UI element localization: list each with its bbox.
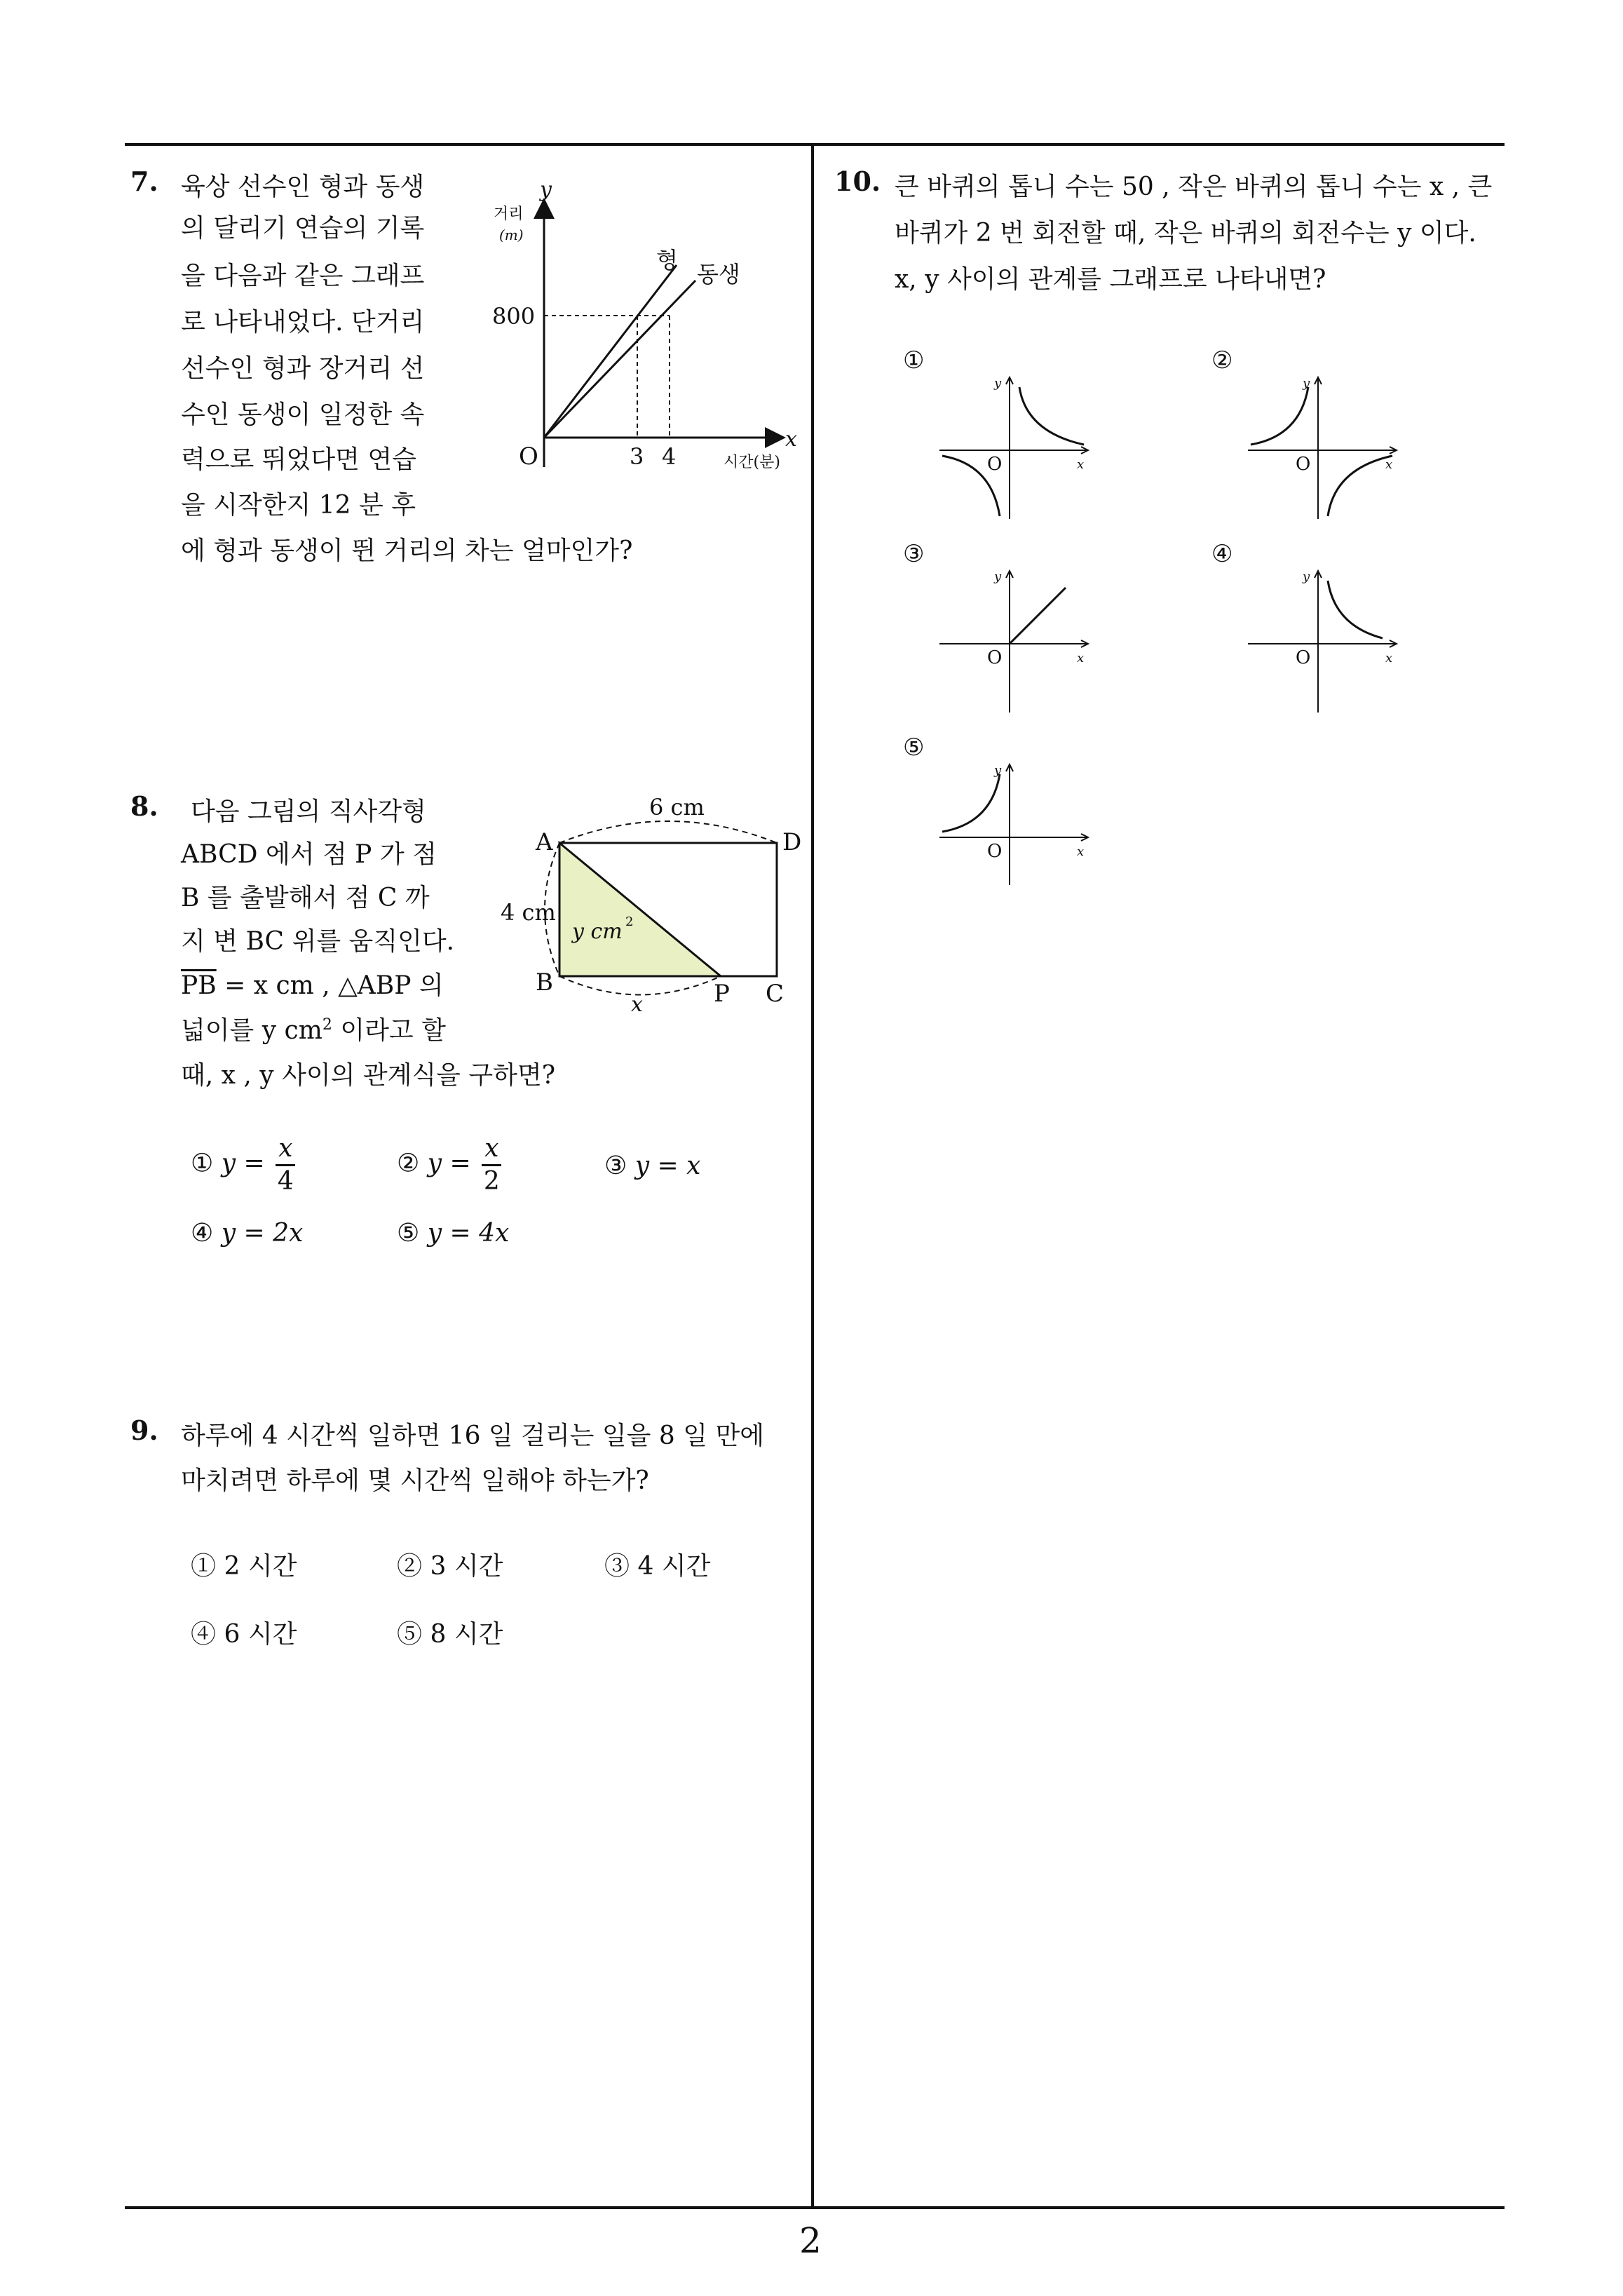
option-marker: ②	[397, 1552, 423, 1581]
question-text-line: 에 형과 동생이 뛴 거리의 차는 얼마인가?	[181, 536, 633, 565]
x-label: x	[1385, 651, 1393, 666]
option-marker: ⑤	[397, 1219, 420, 1248]
question-number: 9.	[130, 1414, 158, 1446]
series-line-dongsaeng	[544, 281, 695, 438]
denominator: 4	[277, 1167, 294, 1196]
option-4-graph[interactable]	[1248, 565, 1409, 713]
origin-label: O	[519, 443, 538, 471]
rectangle-abcd-figure	[491, 785, 813, 1024]
option-marker: ①	[191, 1552, 217, 1581]
fraction	[482, 1136, 501, 1194]
column-divider	[811, 143, 814, 2206]
y-variable: y	[540, 177, 552, 202]
y-label: y	[1303, 376, 1310, 391]
question-text-line	[181, 1011, 446, 1046]
fraction	[276, 1136, 295, 1194]
question-number: 8.	[130, 790, 158, 822]
question-text-line: 육상 선수인 형과 동생	[181, 173, 425, 201]
x-axis-label: 시간(분)	[724, 454, 780, 471]
question-number: 10.	[834, 166, 881, 197]
option-1[interactable]	[191, 1136, 298, 1194]
origin-label: O	[987, 841, 1003, 862]
question-text: 넓이를 y cm	[181, 1016, 322, 1045]
question-text-line: 의 달리기 연습의 기록	[181, 214, 425, 243]
x-tick-label: 3	[630, 443, 644, 470]
y-tick-label: 800	[492, 303, 536, 330]
question-text-line: 을 시작한지 12 분 후	[181, 491, 416, 520]
option-5[interactable]	[397, 1219, 509, 1248]
question-text-line: 하루에 4 시간씩 일하면 16 일 걸리는 일을 8 일 만에	[181, 1422, 765, 1450]
question-text-line: 큰 바퀴의 톱니 수는 50 , 작은 바퀴의 톱니 수는 x , 큰	[895, 173, 1493, 201]
option-text: 3 시간	[430, 1552, 503, 1581]
denominator: 2	[483, 1167, 500, 1196]
curve	[1328, 456, 1392, 516]
top-arc	[559, 821, 777, 843]
origin-label: O	[1296, 647, 1311, 668]
option-4[interactable]	[191, 1219, 303, 1248]
question-text: = x cm , △ABP 의	[224, 971, 444, 1000]
x-label: x	[1077, 844, 1085, 859]
option-2[interactable]	[397, 1136, 504, 1194]
vertex-d: D	[782, 828, 802, 856]
point-p: P	[714, 980, 730, 1008]
option-marker: ④	[1211, 540, 1233, 568]
option-marker: ③	[604, 1152, 627, 1180]
question-text-line: 을 다음과 같은 그래프	[181, 262, 425, 290]
option-5[interactable]	[397, 1614, 503, 1650]
page-number: 2	[799, 2220, 822, 2261]
option-marker: ③	[903, 540, 925, 568]
question-text-line: 다음 그림의 직사각형	[191, 797, 426, 826]
distance-time-graph	[477, 175, 806, 484]
curve	[1251, 387, 1308, 445]
option-marker: ①	[903, 346, 925, 374]
origin-label: O	[1296, 454, 1311, 475]
top-length-label: 6 cm	[649, 794, 705, 821]
triangle-abp	[559, 843, 721, 976]
curve	[1328, 581, 1383, 638]
option-3[interactable]	[604, 1546, 710, 1582]
vertex-a: A	[536, 828, 553, 856]
curve	[942, 774, 1000, 832]
option-text: 4 시간	[637, 1552, 711, 1581]
bottom-variable-label: x	[631, 992, 643, 1017]
question-text-line: 바퀴가 2 번 회전할 때, 작은 바퀴의 회전수는 y 이다.	[895, 219, 1476, 248]
option-text: y = 4x	[427, 1219, 510, 1248]
left-length-label: 4 cm	[501, 899, 556, 926]
y-label: y	[994, 376, 1002, 391]
option-marker: ②	[1211, 346, 1233, 374]
question-text-line: B 를 출발해서 점 C 까	[181, 884, 430, 912]
question-text-line: 력으로 뛰었다면 연습	[181, 445, 416, 474]
vertex-c: C	[766, 980, 785, 1008]
area-label: y cm	[572, 919, 623, 944]
question-text-line: 마치려면 하루에 몇 시간씩 일해야 하는가?	[181, 1466, 649, 1495]
question-text-line	[181, 966, 444, 1001]
option-3[interactable]	[604, 1152, 700, 1180]
curve	[1019, 387, 1084, 445]
series-label-hyung: 형	[656, 247, 678, 274]
option-marker: ③	[604, 1552, 630, 1581]
option-1[interactable]	[191, 1546, 297, 1582]
option-5-graph[interactable]	[939, 759, 1101, 885]
question-number: 7.	[130, 166, 158, 197]
series-label-dongsaeng: 동생	[697, 261, 740, 288]
option-3-graph[interactable]	[939, 565, 1101, 713]
origin-label: O	[987, 647, 1003, 668]
option-text: 8 시간	[430, 1620, 503, 1649]
question-text-line: 지 변 BC 위를 움직인다.	[181, 927, 455, 956]
line	[1010, 588, 1066, 644]
option-2-graph[interactable]	[1248, 372, 1409, 519]
option-marker: ④	[191, 1219, 214, 1248]
vertex-b: B	[536, 968, 553, 997]
series-line-hyung	[544, 265, 677, 438]
numerator: x	[276, 1136, 295, 1166]
y-label: y	[994, 569, 1002, 584]
option-1-graph[interactable]	[939, 372, 1101, 519]
question-text: 이라고 할	[340, 1016, 446, 1045]
option-text: y = x	[634, 1152, 701, 1180]
option-lhs: y =	[427, 1149, 471, 1178]
y-axis-unit: (m)	[499, 227, 524, 243]
option-marker: ①	[191, 1149, 214, 1178]
option-2[interactable]	[397, 1546, 503, 1582]
x-label: x	[1077, 457, 1085, 472]
option-4[interactable]	[191, 1614, 297, 1650]
option-marker: ⑤	[903, 734, 925, 762]
option-marker: ②	[397, 1149, 420, 1178]
question-text-line: ABCD 에서 점 P 가 점	[181, 840, 437, 869]
segment-pb: $\overline{PB}$	[181, 971, 217, 1000]
question-text-line: 선수인 형과 장거리 선	[181, 354, 425, 383]
question-text-line: 로 나타내었다. 단거리	[181, 308, 425, 337]
option-text: 6 시간	[224, 1620, 297, 1649]
y-axis-label: 거리	[494, 205, 524, 223]
x-label: x	[1385, 457, 1393, 472]
question-text-line: x, y 사이의 관계를 그래프로 나타내면?	[895, 265, 1326, 294]
bottom-rule	[125, 2206, 1505, 2209]
option-text: 2 시간	[224, 1552, 297, 1581]
origin-label: O	[987, 454, 1003, 475]
option-marker: ④	[191, 1620, 217, 1649]
x-variable: x	[785, 427, 797, 452]
option-text: y = 2x	[221, 1219, 304, 1248]
y-label: y	[994, 763, 1002, 778]
top-rule	[125, 143, 1505, 146]
area-superscript: 2	[625, 914, 634, 929]
x-label: x	[1077, 651, 1085, 666]
question-text-line: 수인 동생이 일정한 속	[181, 400, 425, 429]
y-label: y	[1303, 569, 1310, 584]
question-text-line: 때, x , y 사이의 관계식을 구하면?	[181, 1061, 556, 1090]
x-tick-label: 4	[662, 443, 677, 470]
option-marker: ⑤	[397, 1620, 423, 1649]
option-lhs: y =	[221, 1149, 265, 1178]
superscript: 2	[322, 1016, 332, 1034]
numerator: x	[482, 1136, 501, 1166]
